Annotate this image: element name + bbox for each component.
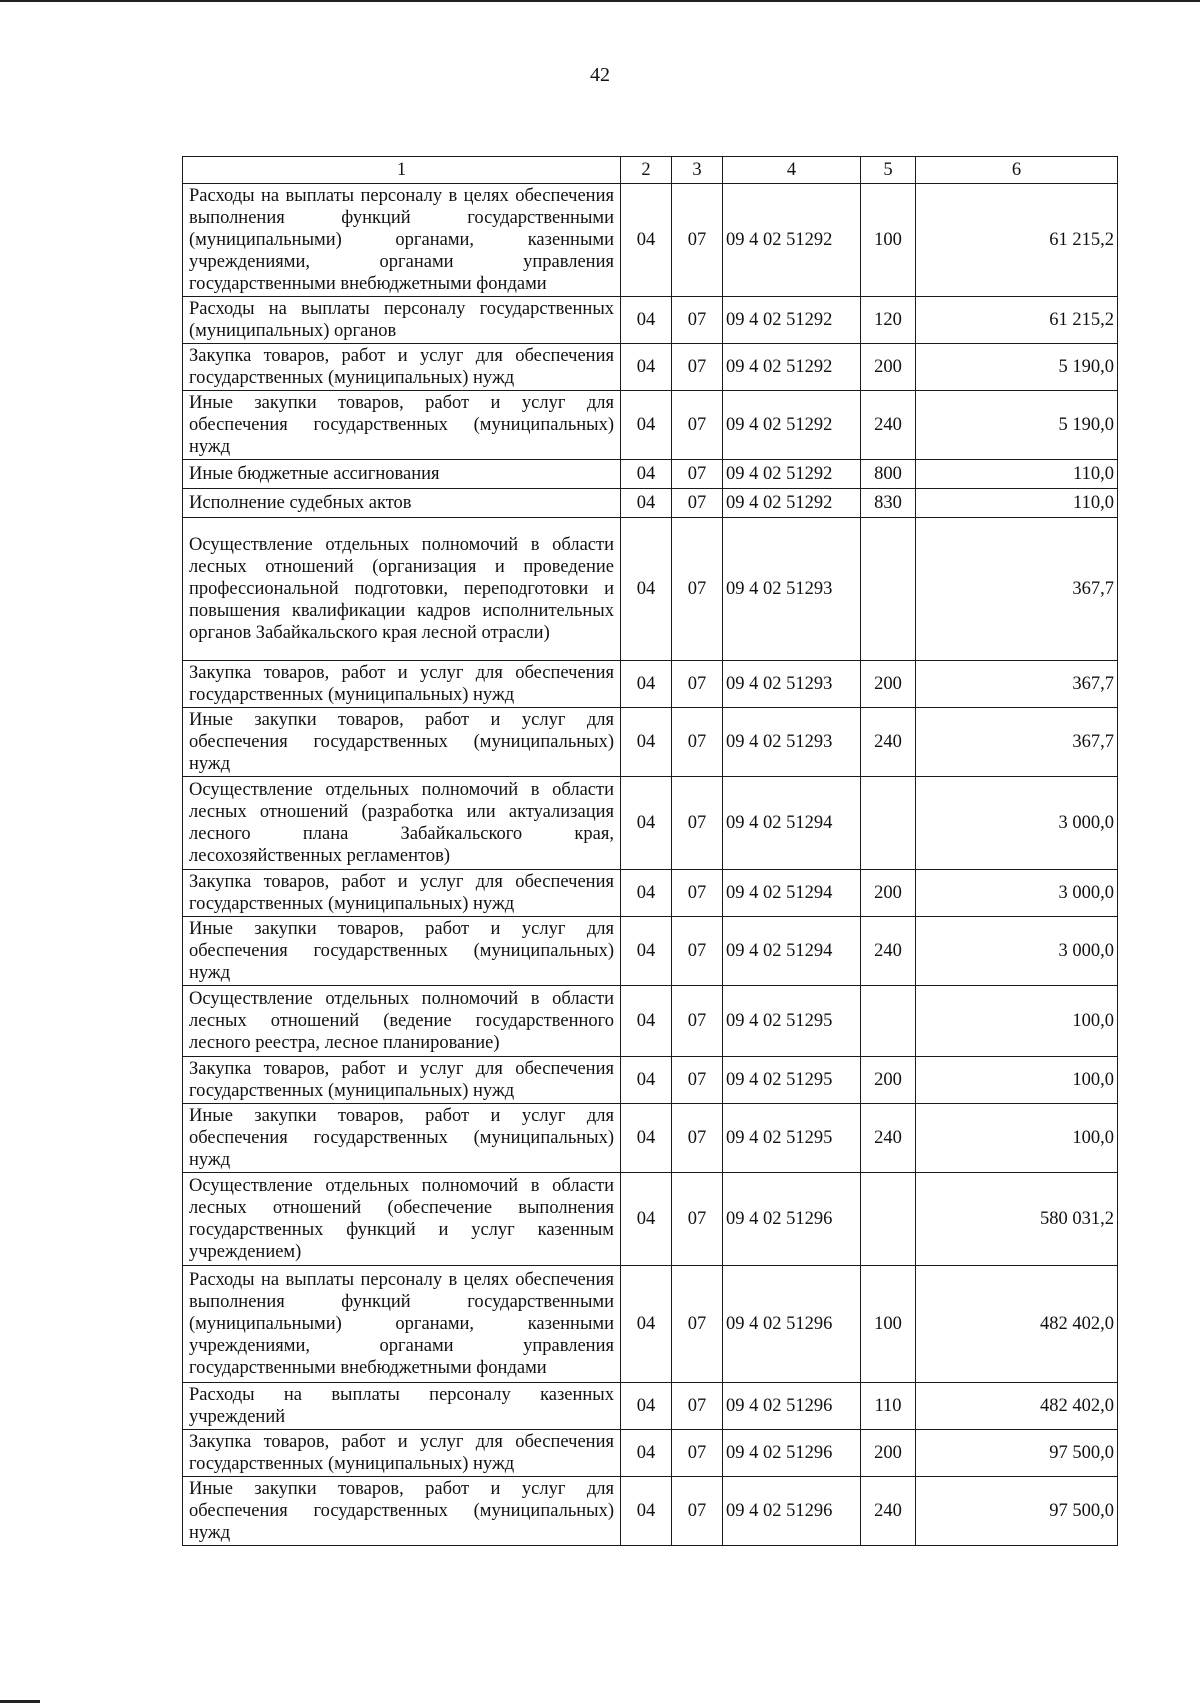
row-target-article: 09 4 02 51292 xyxy=(723,391,861,460)
row-section: 04 xyxy=(621,489,672,518)
row-subsection: 07 xyxy=(672,1057,723,1104)
row-expense-type: 120 xyxy=(861,297,916,344)
row-name: Иные бюджетные ассигнования xyxy=(183,460,621,489)
row-section: 04 xyxy=(621,1477,672,1546)
table-row xyxy=(183,1430,1118,1477)
row-subsection: 07 xyxy=(672,344,723,391)
row-expense-type: 200 xyxy=(861,661,916,708)
row-amount: 100,0 xyxy=(916,1104,1118,1173)
row-section: 04 xyxy=(621,1383,672,1430)
row-target-article: 09 4 02 51292 xyxy=(723,489,861,518)
row-subsection: 07 xyxy=(672,870,723,917)
row-subsection: 07 xyxy=(672,661,723,708)
row-section: 04 xyxy=(621,1057,672,1104)
row-target-article: 09 4 02 51295 xyxy=(723,986,861,1057)
row-expense-type: 240 xyxy=(861,391,916,460)
row-expense-type: 240 xyxy=(861,1104,916,1173)
row-subsection: 07 xyxy=(672,184,723,297)
row-target-article: 09 4 02 51293 xyxy=(723,518,861,661)
row-amount: 367,7 xyxy=(916,708,1118,777)
row-section: 04 xyxy=(621,1173,672,1266)
row-subsection: 07 xyxy=(672,460,723,489)
row-amount: 110,0 xyxy=(916,460,1118,489)
row-amount: 3 000,0 xyxy=(916,777,1118,870)
row-amount: 5 190,0 xyxy=(916,344,1118,391)
row-amount: 482 402,0 xyxy=(916,1383,1118,1430)
row-name: Закупка товаров, работ и услуг для обеспечения государственных (муниципальных) нужд xyxy=(183,1430,621,1477)
row-subsection: 07 xyxy=(672,297,723,344)
row-expense-type: 200 xyxy=(861,1430,916,1477)
column-header-amount: 6 xyxy=(916,157,1118,184)
row-target-article: 09 4 02 51294 xyxy=(723,870,861,917)
row-target-article: 09 4 02 51296 xyxy=(723,1266,861,1383)
row-expense-type: 200 xyxy=(861,1057,916,1104)
column-header-target-article: 4 xyxy=(723,157,861,184)
row-section: 04 xyxy=(621,1430,672,1477)
row-name: Осуществление отдельных полномочий в области лесных отношений (ведение государственного лесного реестра, лесное планирование) xyxy=(183,986,621,1057)
row-name: Иные закупки товаров, работ и услуг для обеспечения государственных (муниципальных) нужд xyxy=(183,1477,621,1546)
row-target-article: 09 4 02 51296 xyxy=(723,1430,861,1477)
row-subsection: 07 xyxy=(672,1383,723,1430)
row-name: Расходы на выплаты персоналу в целях обеспечения выполнения функций государственными (муниципальными) органами, казенными учреждениями, органами управления государственными внебюджетными фондами xyxy=(183,184,621,297)
row-target-article: 09 4 02 51295 xyxy=(723,1057,861,1104)
table-row xyxy=(183,986,1118,1057)
row-expense-type: 200 xyxy=(861,870,916,917)
table-row xyxy=(183,344,1118,391)
row-section: 04 xyxy=(621,344,672,391)
row-target-article: 09 4 02 51295 xyxy=(723,1104,861,1173)
row-section: 04 xyxy=(621,297,672,344)
row-subsection: 07 xyxy=(672,1430,723,1477)
row-subsection: 07 xyxy=(672,1477,723,1546)
row-name: Расходы на выплаты персоналу в целях обеспечения выполнения функций государственными (муниципальными) органами, казенными учреждениями, органами управления государственными внебюджетными фондами xyxy=(183,1266,621,1383)
row-amount: 100,0 xyxy=(916,1057,1118,1104)
table-row xyxy=(183,1173,1118,1266)
row-name: Расходы на выплаты персоналу казенных учреждений xyxy=(183,1383,621,1430)
table-row xyxy=(183,518,1118,661)
page-number: 42 xyxy=(590,64,610,86)
row-subsection: 07 xyxy=(672,1266,723,1383)
row-target-article: 09 4 02 51292 xyxy=(723,344,861,391)
row-expense-type: 100 xyxy=(861,184,916,297)
row-amount: 3 000,0 xyxy=(916,917,1118,986)
row-expense-type: 200 xyxy=(861,344,916,391)
row-section: 04 xyxy=(621,870,672,917)
row-expense-type xyxy=(861,518,916,661)
row-amount: 482 402,0 xyxy=(916,1266,1118,1383)
row-expense-type xyxy=(861,986,916,1057)
row-expense-type: 830 xyxy=(861,489,916,518)
table-row xyxy=(183,1266,1118,1383)
row-section: 04 xyxy=(621,777,672,870)
row-amount: 100,0 xyxy=(916,986,1118,1057)
table-row xyxy=(183,777,1118,870)
row-target-article: 09 4 02 51293 xyxy=(723,661,861,708)
row-subsection: 07 xyxy=(672,986,723,1057)
row-section: 04 xyxy=(621,460,672,489)
row-subsection: 07 xyxy=(672,708,723,777)
table-row xyxy=(183,184,1118,297)
table-row xyxy=(183,917,1118,986)
row-name: Иные закупки товаров, работ и услуг для обеспечения государственных (муниципальных) нужд xyxy=(183,1104,621,1173)
row-section: 04 xyxy=(621,1266,672,1383)
table-row xyxy=(183,460,1118,489)
row-target-article: 09 4 02 51296 xyxy=(723,1383,861,1430)
table-header-row xyxy=(183,157,1118,184)
row-amount: 61 215,2 xyxy=(916,184,1118,297)
row-expense-type: 240 xyxy=(861,708,916,777)
row-section: 04 xyxy=(621,184,672,297)
row-name: Закупка товаров, работ и услуг для обеспечения государственных (муниципальных) нужд xyxy=(183,661,621,708)
table-row xyxy=(183,708,1118,777)
row-target-article: 09 4 02 51296 xyxy=(723,1173,861,1266)
column-header-expense-type: 5 xyxy=(861,157,916,184)
table-row xyxy=(183,661,1118,708)
row-target-article: 09 4 02 51294 xyxy=(723,917,861,986)
row-expense-type: 100 xyxy=(861,1266,916,1383)
row-name: Расходы на выплаты персоналу государственных (муниципальных) органов xyxy=(183,297,621,344)
row-expense-type: 240 xyxy=(861,1477,916,1546)
row-amount: 97 500,0 xyxy=(916,1430,1118,1477)
scan-border-line xyxy=(0,0,1200,2)
column-header-name: 1 xyxy=(183,157,621,184)
table-row xyxy=(183,1104,1118,1173)
row-subsection: 07 xyxy=(672,489,723,518)
row-target-article: 09 4 02 51296 xyxy=(723,1477,861,1546)
row-name: Закупка товаров, работ и услуг для обеспечения государственных (муниципальных) нужд xyxy=(183,870,621,917)
row-name: Исполнение судебных актов xyxy=(183,489,621,518)
row-amount: 367,7 xyxy=(916,661,1118,708)
row-expense-type xyxy=(861,777,916,870)
table-row xyxy=(183,1057,1118,1104)
row-name: Закупка товаров, работ и услуг для обеспечения государственных (муниципальных) нужд xyxy=(183,1057,621,1104)
row-amount: 580 031,2 xyxy=(916,1173,1118,1266)
row-target-article: 09 4 02 51292 xyxy=(723,297,861,344)
table-row xyxy=(183,1477,1118,1546)
row-section: 04 xyxy=(621,917,672,986)
row-target-article: 09 4 02 51294 xyxy=(723,777,861,870)
table-row xyxy=(183,870,1118,917)
row-target-article: 09 4 02 51293 xyxy=(723,708,861,777)
column-header-subsection: 3 xyxy=(672,157,723,184)
row-target-article: 09 4 02 51292 xyxy=(723,460,861,489)
row-amount: 367,7 xyxy=(916,518,1118,661)
row-section: 04 xyxy=(621,986,672,1057)
row-name: Иные закупки товаров, работ и услуг для обеспечения государственных (муниципальных) нужд xyxy=(183,391,621,460)
row-subsection: 07 xyxy=(672,917,723,986)
row-section: 04 xyxy=(621,1104,672,1173)
row-amount: 97 500,0 xyxy=(916,1477,1118,1546)
row-subsection: 07 xyxy=(672,391,723,460)
row-name: Закупка товаров, работ и услуг для обеспечения государственных (муниципальных) нужд xyxy=(183,344,621,391)
row-expense-type: 800 xyxy=(861,460,916,489)
row-subsection: 07 xyxy=(672,518,723,661)
row-section: 04 xyxy=(621,661,672,708)
row-subsection: 07 xyxy=(672,1173,723,1266)
row-name: Иные закупки товаров, работ и услуг для обеспечения государственных (муниципальных) нужд xyxy=(183,708,621,777)
table-row xyxy=(183,297,1118,344)
row-amount: 110,0 xyxy=(916,489,1118,518)
row-subsection: 07 xyxy=(672,1104,723,1173)
table-row xyxy=(183,391,1118,460)
row-name: Осуществление отдельных полномочий в области лесных отношений (разработка или актуализация лесного плана Забайкальского края, лесохозяйственных регламентов) xyxy=(183,777,621,870)
row-name: Иные закупки товаров, работ и услуг для обеспечения государственных (муниципальных) нужд xyxy=(183,917,621,986)
budget-table xyxy=(182,156,1118,1546)
row-section: 04 xyxy=(621,391,672,460)
row-expense-type xyxy=(861,1173,916,1266)
row-name: Осуществление отдельных полномочий в области лесных отношений (обеспечение выполнения государственных функций и услуг казенным учреждением) xyxy=(183,1173,621,1266)
row-name: Осуществление отдельных полномочий в области лесных отношений (организация и проведение профессиональной подготовки, переподготовки и повышения квалификации кадров исполнительных органов Забайкальского края лесной отрасли) xyxy=(183,518,621,661)
row-subsection: 07 xyxy=(672,777,723,870)
table-row xyxy=(183,1383,1118,1430)
row-section: 04 xyxy=(621,708,672,777)
row-target-article: 09 4 02 51292 xyxy=(723,184,861,297)
row-expense-type: 240 xyxy=(861,917,916,986)
row-amount: 5 190,0 xyxy=(916,391,1118,460)
table-row xyxy=(183,489,1118,518)
row-section: 04 xyxy=(621,518,672,661)
column-header-section: 2 xyxy=(621,157,672,184)
row-amount: 3 000,0 xyxy=(916,870,1118,917)
row-amount: 61 215,2 xyxy=(916,297,1118,344)
row-expense-type: 110 xyxy=(861,1383,916,1430)
